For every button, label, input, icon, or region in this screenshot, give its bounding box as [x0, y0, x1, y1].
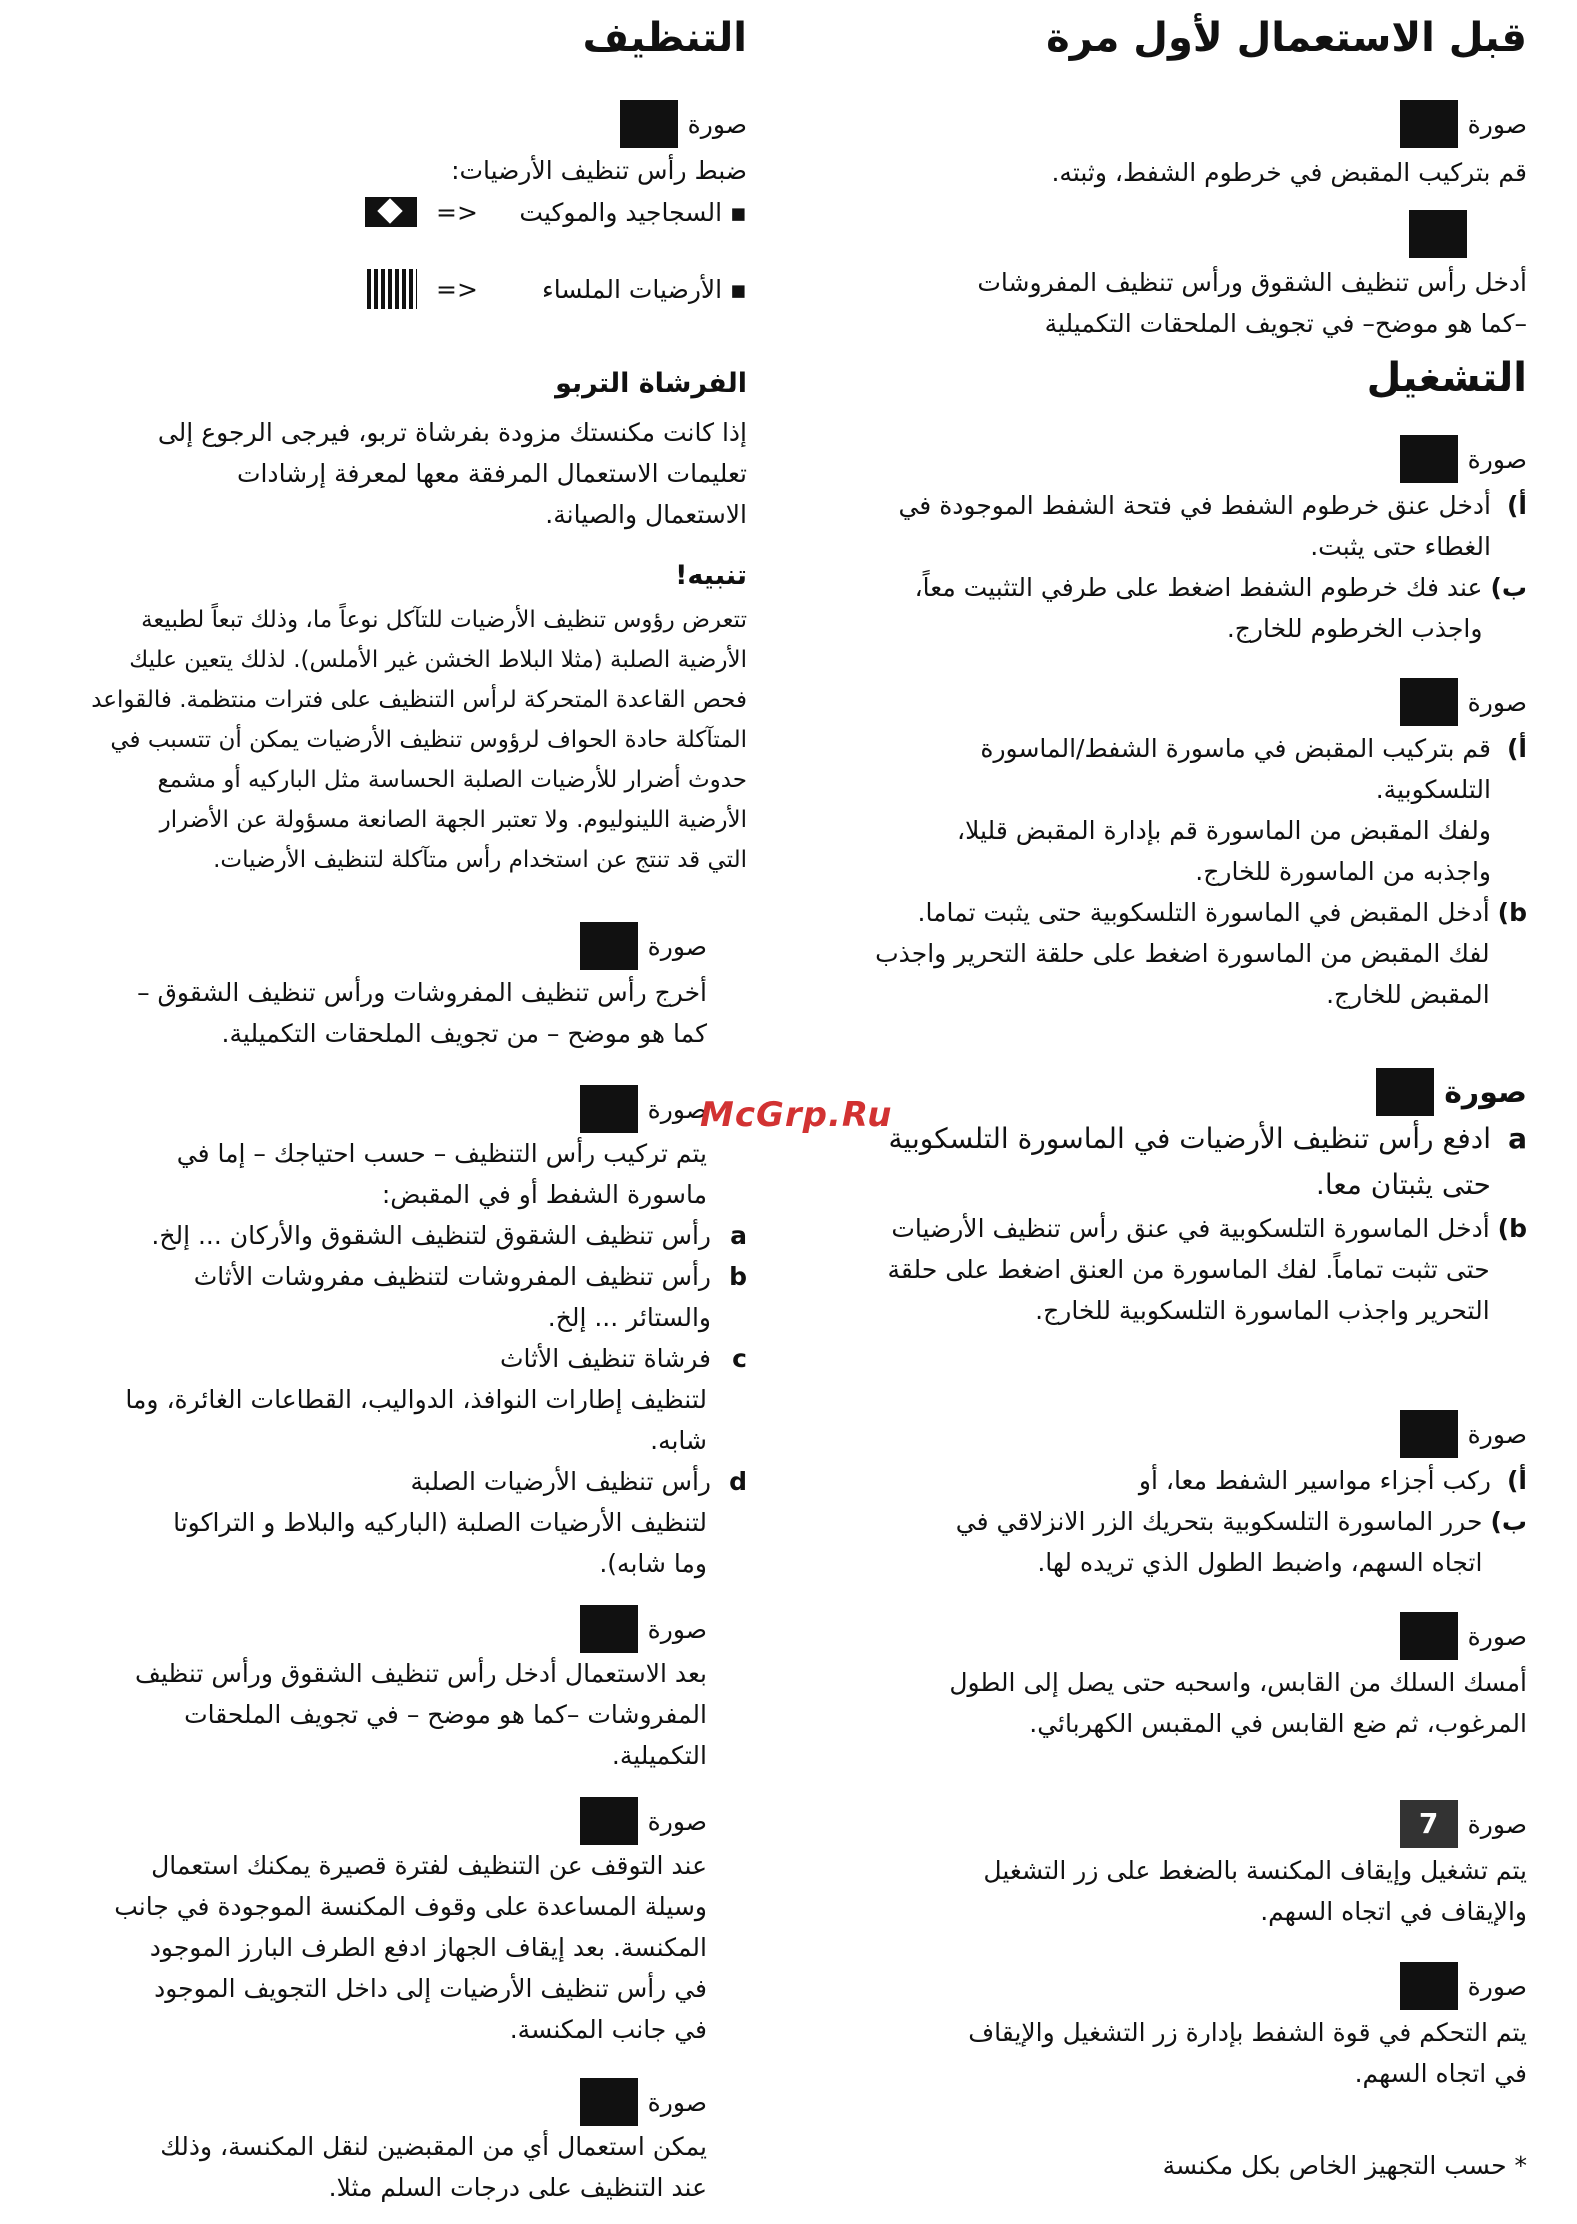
figure-block: صورة ضبط رأس تنظيف الأرضيات: ▪ السجاجيد والموكيت <= ▪ الأرضيات الملساء <= — [27, 100, 747, 309]
section-title-operation: التشغيل — [1366, 355, 1527, 401]
figure-block: صورة 7 يتم تشغيل وإيقاف المكنسة بالضغط على زر التشغيل والإيقاف في اتجاه السهم. — [807, 1800, 1527, 1932]
figure-block: صورة بعد الاستعمال أدخل رأس تنظيف الشقوق ورأس تنظيف المفروشات –كما هو موضح – في تجويف الملحقات التكميلية. — [27, 1605, 747, 1776]
warning-paragraph: تتعرض رؤوس تنظيف الأرضيات للتآكل نوعاً ما، وذلك تبعاً لطبيعة الأرضية الصلبة (مثلا البلاط الخشن غير الأملس). لذلك يتعين عليك فحص القاعدة المتحركة لرأس التنظيف على فترات منتظمة. فالقواعد المتآكلة حادة الحواف لرؤوس تنظيف الأرضيات يمكن أن تتسبب في حدوث أضرار للأرضيات الصلبة الحساسة مثل الباركيه أو مشمع الأرضية اللينوليوم. ولا تعتبر الجهة الصانعة مسؤولة عن الأضرار التي قد تنتج عن استخدام رأس متآكلة لتنظيف الأرضيات. — [91, 607, 747, 873]
figure-number-box — [580, 1605, 638, 1653]
subheading-turbo-brush: الفرشاة التربو — [555, 368, 747, 399]
figure-block: أدخل رأس تنظيف الشقوق ورأس تنظيف المفروشات –كما هو موضح– في تجويف الملحقات التكميلية — [807, 210, 1527, 344]
figure-block: صورة يتم التحكم في قوة الشفط بإدارة زر التشغيل والإيقاف في اتجاه السهم. — [807, 1962, 1527, 2094]
section-title-before-first-use: قبل الاستعمال لأول مرة — [1046, 15, 1527, 61]
figure-block: صورة أمسك السلك من القابس، واسحبه حتى يصل إلى الطول المرغوب، ثم ضع القابس في المقبس الكهربائي. — [807, 1612, 1527, 1744]
figure-number-box — [580, 1797, 638, 1845]
section-title-cleaning: التنظيف — [582, 15, 747, 61]
figure-number-box — [1400, 1962, 1458, 2010]
figure-number-box — [580, 2078, 638, 2126]
figure-block: صورة يمكن استعمال أي من المقبضين لنقل المكنسة، وذلك عند التنظيف على درجات السلم مثلا. — [27, 2078, 747, 2208]
paragraph: إذا كانت مكنستك مزودة بفرشاة تربو، فيرجى الرجوع إلى تعليمات الاستعمال المرفقة معها لمعرفة إرشادات الاستعمال والصيانة. — [157, 418, 747, 529]
figure-block: صورة أ) أدخل عنق خرطوم الشفط في فتحة الشفط الموجودة في الغطاء حتى يثبت. ب) عند فك خرطوم الشفط اضغط على طرفي التثبيت معاً، واجذب الخرطوم للخارج. — [807, 435, 1527, 649]
figure-number-box — [1400, 1612, 1458, 1660]
figure-block: صورة عند التوقف عن التنظيف لفترة قصيرة يمكنك استعمال وسيلة المساعدة على وقوف المكنسة الموجودة في جانب المكنسة. بعد إيقاف الجهاز ادفع الطرف البارز الموجود في رأس تنظيف الأرضيات إلى داخل التجويف الموجود في جانب المكنسة. — [27, 1797, 747, 2050]
carpet-setting-icon — [365, 197, 417, 227]
figure-number-box — [580, 1085, 638, 1133]
figure-number-box — [620, 100, 678, 148]
figure-number-box — [1400, 678, 1458, 726]
subheading-warning: تنبيه! — [675, 560, 747, 591]
figure-number-box — [1376, 1068, 1434, 1116]
figure-block: صورة أ) ركب أجزاء مواسير الشفط معا، أو ب) حرر الماسورة التلسكوبية بتحريك الزر الانزلاقي في اتجاه السهم، واضبط الطول الذي تريده لها. — [807, 1410, 1527, 1583]
figure-number-box — [1400, 435, 1458, 483]
footnote: * حسب التجهيز الخاص بكل مكنسة — [1162, 2151, 1527, 2180]
figure-block: صورة a ادفع رأس تنظيف الأرضيات في الماسورة التلسكوبية حتى يثبتان معا. b) أدخل الماسورة التلسكوبية في عنق رأس تنظيف الأرضيات حتى تثبت تماماً. لفك الماسورة من العنق اضغط على حلقة التحرير واجذب الماسورة التلسكوبية للخارج. — [807, 1068, 1527, 1331]
figure-number-box — [580, 922, 638, 970]
figure-block: صورة أ) قم بتركيب المقبض في ماسورة الشفط/الماسورة التلسكوبية. ولفك المقبض من الماسورة قم بإدارة المقبض قليلا، واجذبه من الماسورة للخارج. b) أدخل المقبض في الماسورة التلسكوبية حتى يثبت تماما. لفك المقبض من الماسورة اضغط على حلقة التحرير واجذب المقبض للخارج. — [807, 678, 1527, 1015]
figure-block: صورة أخرج رأس تنظيف المفروشات ورأس تنظيف الشقوق – كما هو موضح – من تجويف الملحقات التكميلية. — [27, 922, 747, 1054]
figure-block: صورة قم بتركيب المقبض في خرطوم الشفط، وثبته. — [807, 100, 1527, 193]
smooth-floor-setting-icon — [367, 269, 417, 309]
watermark: McGrp.Ru — [700, 1095, 893, 1135]
figure-number-box — [1400, 1410, 1458, 1458]
figure-number-box — [1409, 210, 1467, 258]
figure-block: صورة يتم تركيب رأس التنظيف – حسب احتياجك – إما في ماسورة الشفط أو في المقبض: a رأس تنظيف الشقوق لتنظيف الشقوق والأركان ... إلخ. b رأس تنظيف المفروشات لتنظيف مفروشات الأثاث والستائر ... إلخ. c فرشاة تنظيف الأثاث لتنظيف إطارات النوافذ، الدواليب، القطاعات الغائرة، وما شابه. d رأس تنظيف الأرضيات الصلبة لتنظيف الأرضيات الصلبة (الباركيه والبلاط و التراكوتا وما شابه). — [27, 1085, 747, 1584]
figure-number-box — [1400, 100, 1458, 148]
figure-number-box: 7 — [1400, 1800, 1458, 1848]
